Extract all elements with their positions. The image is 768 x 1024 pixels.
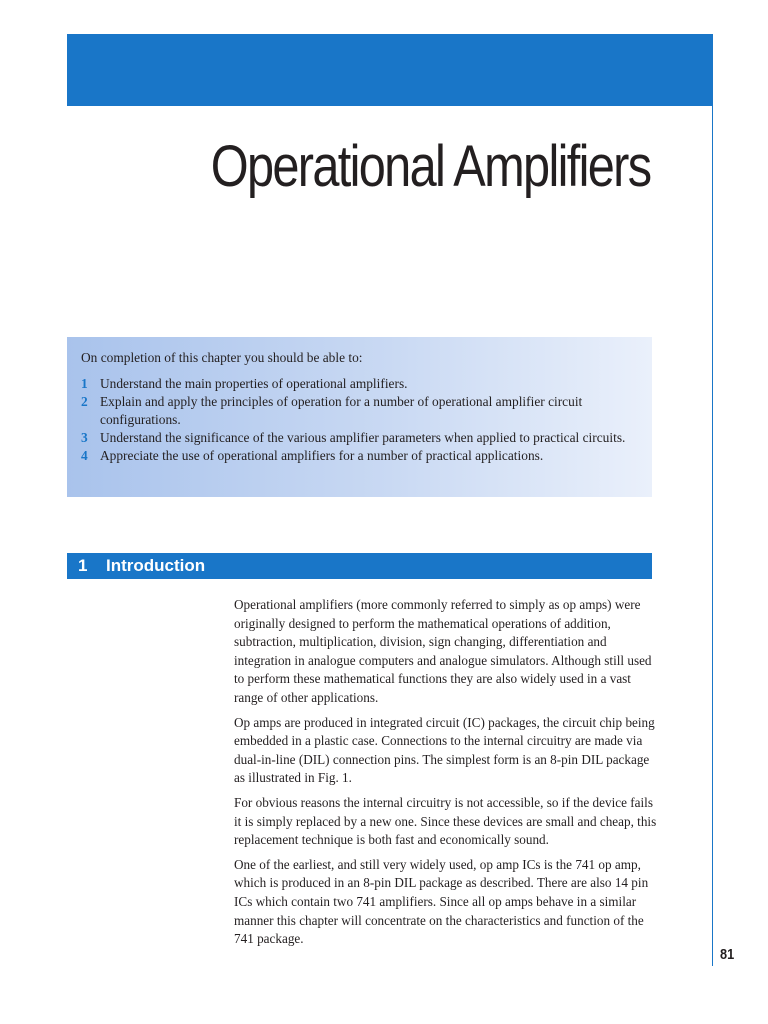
objectives-intro: On completion of this chapter you should be able to:: [81, 350, 363, 365]
page-number: 81: [720, 946, 735, 963]
section-title: Introduction: [106, 556, 206, 575]
objective-number: 4: [81, 448, 88, 463]
section-number: 1: [78, 556, 88, 575]
section-heading: [67, 553, 652, 579]
margin-rule: [712, 106, 713, 966]
header-banner: [67, 34, 713, 106]
body-paragraph: One of the earliest, and still very widely used, op amp ICs is the 741 op amp, which is produced in an 8-pin DIL package as described. There are also 14 pin ICs which contain two 741 amplifiers. Since all op amps behave in a similar manner this chapter will concentrate on the characteristics and function of the 741 package.: [234, 856, 649, 947]
chapter-title: Operational Amplifiers: [210, 134, 650, 199]
objectives-list: [81, 375, 638, 465]
section-body: [234, 596, 658, 955]
objective-text: Explain and apply the principles of operation for a number of operational amplifier circuit configurations.: [100, 394, 583, 427]
learning-objectives-box: [67, 337, 652, 497]
objective-item: [81, 393, 638, 429]
objective-number: 2: [81, 394, 88, 409]
objective-number: 3: [81, 430, 88, 445]
objective-item: [81, 375, 638, 393]
objective-item: [81, 429, 638, 447]
objective-number: 1: [81, 376, 88, 391]
objective-text: Understand the main properties of operational amplifiers.: [100, 376, 408, 391]
body-paragraph: For obvious reasons the internal circuitry is not accessible, so if the device fails it is simply replaced by a new one. Since these devices are small and cheap, this replacement technique is both fast and economically sound.: [234, 794, 657, 848]
body-paragraph: Operational amplifiers (more commonly referred to simply as op amps) were originally designed to perform the mathematical operations of addition, subtraction, multiplication, division, sign changing, differentiation and integration in analogue computers and analogue simulators. Although still used to perform these mathematical functions they are also widely used in a vast range of other applications.: [234, 597, 652, 705]
objective-text: Understand the significance of the various amplifier parameters when applied to practical circuits.: [100, 430, 626, 445]
objective-text: Appreciate the use of operational amplifiers for a number of practical applications.: [100, 448, 544, 463]
objective-item: [81, 447, 638, 465]
body-paragraph: Op amps are produced in integrated circuit (IC) packages, the circuit chip being embedded in a plastic case. Connections to the internal circuitry are made via dual-in-line (DIL) connection pins. The simplest form is an 8-pin DIL package as illustrated in Fig. 1.: [234, 714, 655, 786]
